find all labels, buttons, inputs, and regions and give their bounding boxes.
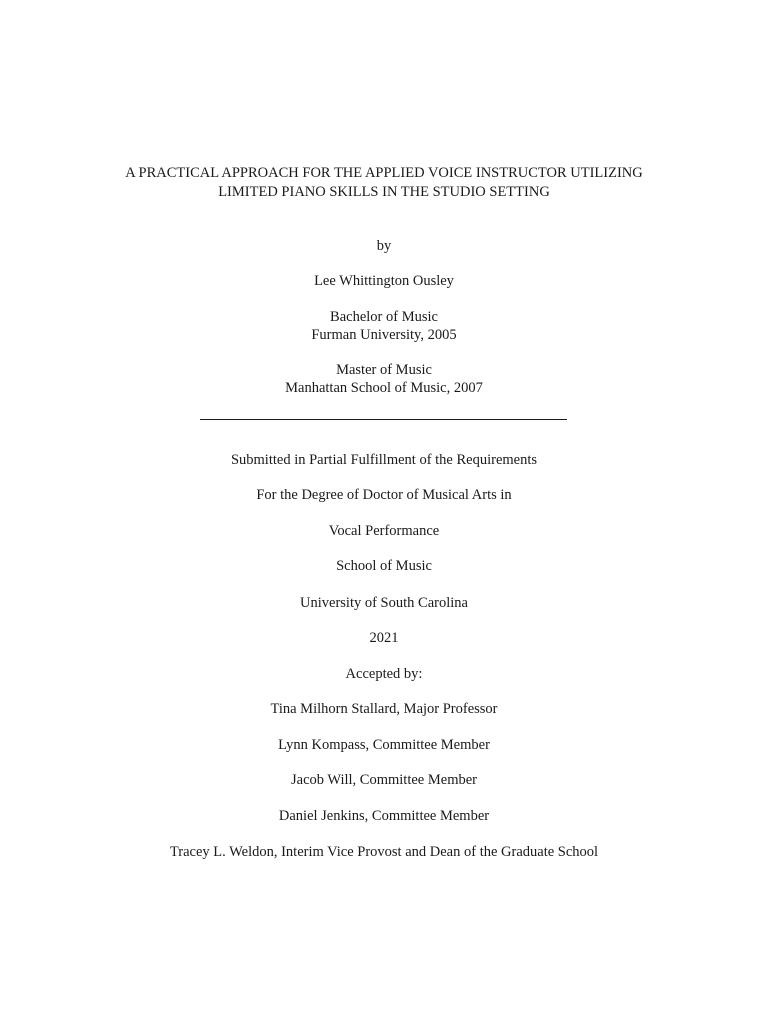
thesis-title-line-1: A PRACTICAL APPROACH FOR THE APPLIED VOICE INSTRUCTOR UTILIZING [125, 165, 643, 181]
prior-degree-1: Bachelor of Music [330, 309, 438, 325]
prior-degree-2-institution: Manhattan School of Music, 2007 [285, 380, 483, 396]
submission-statement: Submitted in Partial Fulfillment of the Requirements [230, 452, 538, 468]
divider-rule [200, 419, 567, 420]
committee-member: Jacob Will, Committee Member [290, 772, 477, 788]
committee-member: Tina Milhorn Stallard, Major Professor [270, 701, 498, 717]
prior-degree-1-institution: Furman University, 2005 [311, 327, 457, 343]
author-name: Lee Whittington Ousley [314, 273, 454, 289]
university-name: University of South Carolina [300, 595, 468, 611]
by-label: by [376, 238, 392, 254]
degree-line: For the Degree of Doctor of Musical Arts in [256, 487, 512, 503]
field-of-study: Vocal Performance [328, 523, 440, 539]
committee-member: Daniel Jenkins, Committee Member [278, 808, 490, 824]
committee-member: Lynn Kompass, Committee Member [278, 737, 490, 753]
graduate-dean: Tracey L. Weldon, Interim Vice Provost and Dean of the Graduate School [169, 844, 599, 860]
accepted-by-label: Accepted by: [345, 666, 423, 682]
prior-degree-2: Master of Music [336, 362, 432, 378]
year: 2021 [369, 630, 399, 646]
thesis-title-line-2: LIMITED PIANO SKILLS IN THE STUDIO SETTING [218, 184, 550, 200]
school-name: School of Music [336, 558, 432, 574]
